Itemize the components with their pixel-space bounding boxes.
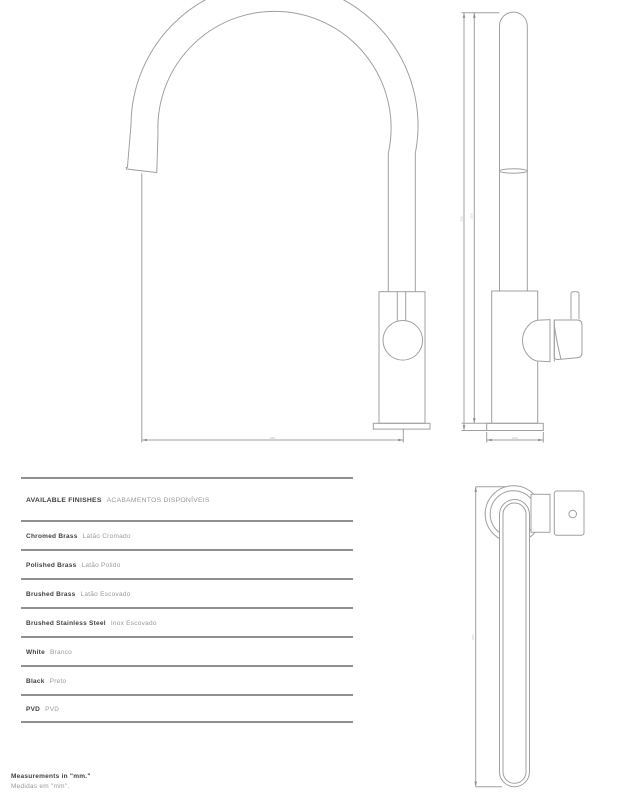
front-base-plate: [373, 423, 430, 429]
measurements-note: [11, 772, 91, 792]
finish-name: Polished Brass: [26, 562, 77, 569]
finishes-table: [21, 477, 353, 723]
finish-row-polished-brass: [21, 549, 353, 578]
side-base-width-dimension: [487, 432, 544, 443]
finish-name: Brushed Brass: [26, 591, 76, 598]
finish-row-black: [21, 665, 353, 694]
front-view-drawing: [126, 0, 430, 443]
finish-name: Chromed Brass: [26, 533, 78, 540]
side-base-plate: [487, 423, 544, 430]
finish-name: Brushed Stainless Steel: [26, 620, 106, 627]
finish-row-brushed-brass: [21, 578, 353, 607]
side-spout-height-label: 350: [469, 213, 474, 219]
side-handle-stick: [571, 292, 579, 320]
side-total-height-label: 368: [459, 216, 464, 222]
side-handle-escutcheon: [523, 320, 551, 362]
side-view-drawing: [459, 12, 582, 442]
finish-translation: Latão Cromado: [82, 533, 131, 540]
finish-translation: PVD: [45, 706, 60, 713]
front-spout-arch: [126, 0, 418, 292]
finish-translation: Inox Escovado: [110, 620, 157, 627]
top-length-label: 264: [471, 634, 475, 640]
side-spout-tube: [500, 12, 528, 291]
finish-translation: Branco: [49, 649, 73, 656]
side-tube-seam: [500, 169, 528, 173]
front-cartridge-circle: [383, 321, 423, 361]
finishes-header-row: [21, 477, 353, 520]
front-faucet-body: [379, 292, 425, 424]
finish-name: Black: [26, 678, 45, 685]
finish-row-brushed-stainless-steel: [21, 607, 353, 636]
measurements-note-en: Measurements in "mm.": [11, 773, 91, 780]
top-spout-outline: [500, 500, 530, 787]
side-height-dimensions: [459, 13, 499, 431]
finish-translation: Latão Escovado: [80, 591, 131, 598]
finish-translation: Preto: [49, 678, 67, 685]
front-reach-dimension: [142, 173, 404, 442]
finish-row-chromed-brass: [21, 520, 353, 549]
finish-name: PVD: [26, 706, 41, 713]
finish-row-pvd: [21, 694, 353, 721]
side-handle-lever: [554, 320, 582, 360]
side-lever-edge-line: [555, 327, 561, 359]
finish-name: White: [26, 649, 45, 656]
finishes-header-pt: ACABAMENTOS DISPONÍVEIS: [106, 497, 210, 504]
finishes-table-bottom-rule: [21, 721, 353, 723]
measurements-note-pt: Medidas em "mm".: [11, 783, 70, 790]
side-base-width-label: ø50: [512, 435, 518, 440]
finish-row-white: [21, 636, 353, 665]
top-view-drawing: [471, 486, 584, 787]
top-handle-connector: [531, 494, 550, 532]
finishes-header-en: AVAILABLE FINISHES: [26, 497, 102, 504]
front-neck-lines: [397, 292, 405, 321]
front-reach-dimension-label: 228: [269, 435, 276, 440]
finish-translation: Latão Polido: [81, 562, 121, 569]
